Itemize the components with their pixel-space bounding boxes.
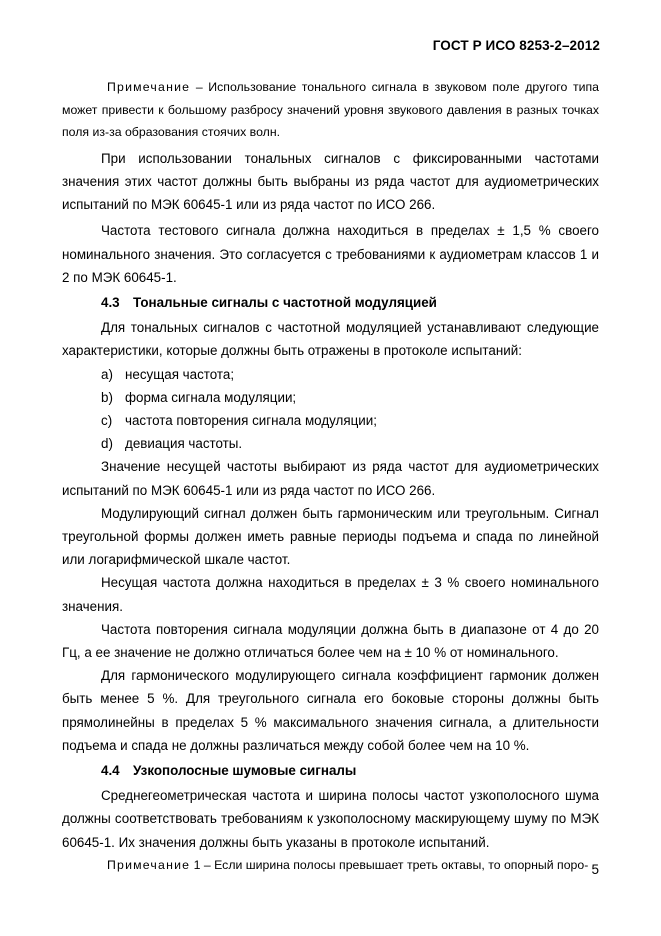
note-text: – Использование тонального сигнала в звуковом поле другого типа может привести к большому разбросу значений уровня звукового давления в разных точках поля из-за образования стоячих волн. bbox=[62, 80, 599, 140]
section-number: 4.3 bbox=[101, 295, 120, 310]
section-heading-4-4 bbox=[62, 759, 599, 782]
paragraph-4: Значение несущей частоты выбирают из ряда частот для аудиометрических испытаний по МЭК 60645-1 или из ряда частот по ИСО 266. bbox=[62, 459, 599, 498]
list-text: несущая частота; bbox=[125, 366, 235, 382]
list-text: частота повторения сигнала модуляции; bbox=[125, 413, 377, 429]
paragraph-9: Среднегеометрическая частота и ширина полосы частот узкополосного шума должны соответствовать требованиям к узкополосному маскирующему шуму по МЭК 60645-1. Их значения должны быть указаны в протоколе испытаний. bbox=[62, 788, 599, 850]
paragraph-1: При использовании тональных сигналов с фиксированными частотами значения этих частот должны быть выбраны из ряда частот для аудиометрических испытаний по МЭК 60645-1 или из ряда частот по ИСО 266. bbox=[62, 150, 599, 213]
note-label: Примечание bbox=[107, 857, 191, 872]
section-heading-4-3 bbox=[62, 291, 599, 314]
page-number: 5 bbox=[591, 862, 599, 877]
note-2 bbox=[62, 854, 599, 877]
list-marker: a) bbox=[101, 366, 113, 382]
note-text: 1 – Если ширина полосы превышает треть октавы, то опорный поро- bbox=[190, 857, 589, 872]
section-title: Тональные сигналы с частотной модуляцией bbox=[133, 295, 437, 310]
section-title: Узкополосные шумовые сигналы bbox=[133, 763, 357, 779]
paragraph-2: Частота тестового сигнала должна находиться в пределах ± 1,5 % своего номинального значения. Это согласуется с требованиями к аудиометрам классов 1 и 2 по МЭК 60645-1. bbox=[62, 223, 599, 285]
paragraph-6: Несущая частота должна находиться в пределах ± 3 % своего номинального значения. bbox=[62, 575, 599, 614]
list-text: форма сигнала модуляции; bbox=[125, 389, 297, 405]
document-header: ГОСТ Р ИСО 8253-2–2012 bbox=[432, 38, 600, 53]
list-text: девиация частоты. bbox=[125, 436, 243, 452]
list-item bbox=[62, 363, 599, 386]
paragraph-7: Частота повторения сигнала модуляции должна быть в диапазоне от 4 до 20 Гц, а ее значение не должно отличаться более чем на ± 10 % от номинального. bbox=[62, 621, 599, 661]
list-marker: c) bbox=[101, 413, 113, 429]
paragraph-5: Модулирующий сигнал должен быть гармоническим или треугольным. Сигнал треугольной формы должен иметь равные периоды подъема и спада по линейной или логарифмической шкале частот. bbox=[62, 505, 599, 568]
list-item bbox=[62, 386, 599, 409]
section-number: 4.4 bbox=[101, 763, 120, 779]
list-marker: b) bbox=[101, 389, 113, 405]
paragraph-8: Для гармонического модулирующего сигнала коэффициент гармоник должен быть менее 5 %. Для треугольного сигнала его боковые стороны должны быть прямолинейны в пределах 5 % максимального значения сигнала, а длительности подъема и спада не должны различаться между собой более чем на 10 %. bbox=[62, 668, 599, 753]
note-label: Примечание bbox=[107, 80, 191, 94]
note-1 bbox=[62, 76, 599, 144]
list-item bbox=[62, 432, 599, 455]
list-item bbox=[62, 409, 599, 432]
list-marker: d) bbox=[101, 436, 113, 452]
page-content bbox=[62, 76, 599, 876]
paragraph-3: Для тональных сигналов с частотной модуляцией устанавливают следующие характеристики, которые должны быть отражены в протоколе испытаний: bbox=[62, 320, 599, 359]
